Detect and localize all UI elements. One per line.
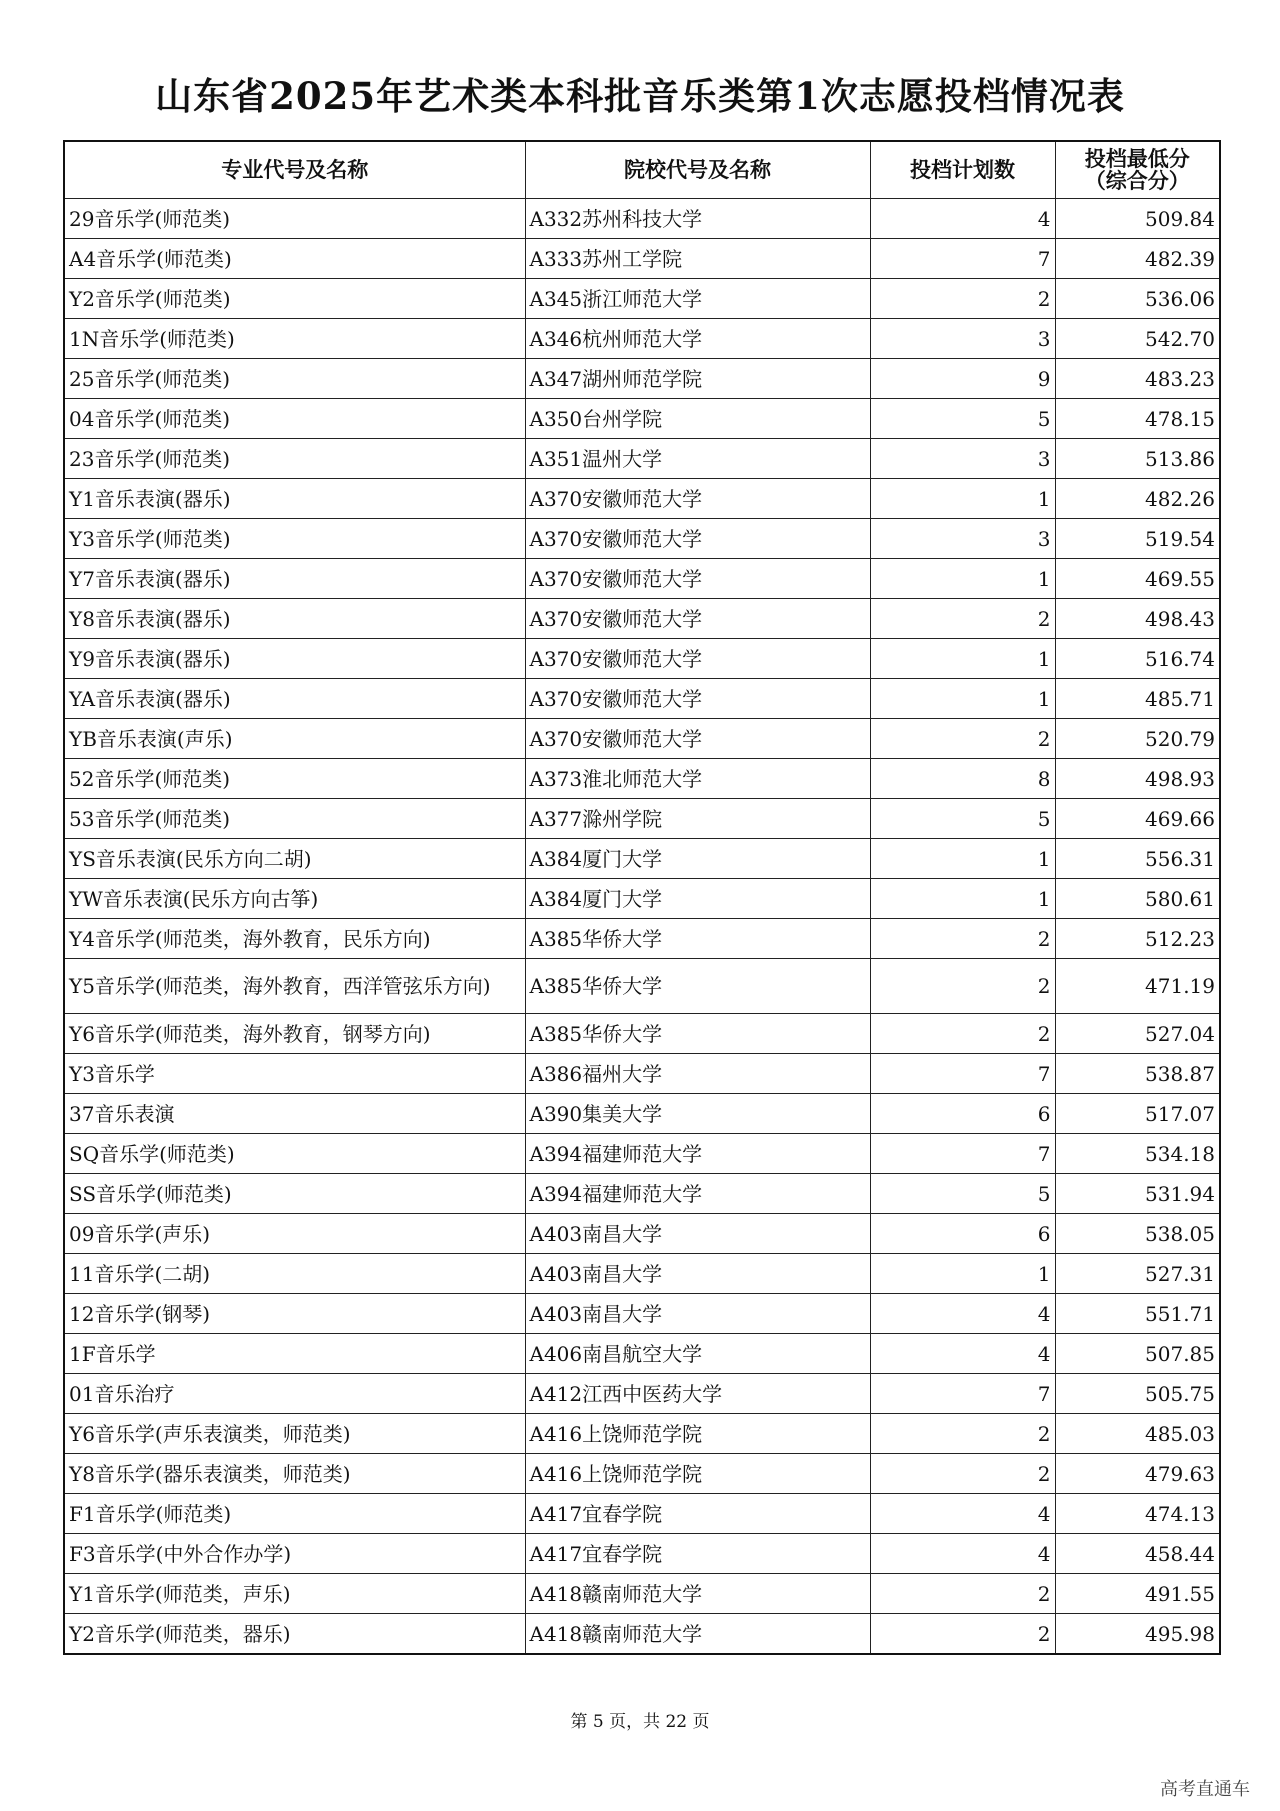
major-cell: YW音乐表演(民乐方向古筝) bbox=[64, 879, 525, 919]
major-cell: Y3音乐学 bbox=[64, 1054, 525, 1094]
major-cell: 12音乐学(钢琴) bbox=[64, 1294, 525, 1334]
table-row bbox=[64, 279, 1220, 319]
major-cell: A4音乐学(师范类) bbox=[64, 239, 525, 279]
major-cell: YS音乐表演(民乐方向二胡) bbox=[64, 839, 525, 879]
plan-cell: 5 bbox=[870, 799, 1055, 839]
plan-cell: 3 bbox=[870, 319, 1055, 359]
score-cell: 538.05 bbox=[1055, 1214, 1220, 1254]
school-cell: A350台州学院 bbox=[525, 399, 870, 439]
plan-cell: 8 bbox=[870, 759, 1055, 799]
table-row bbox=[64, 1294, 1220, 1334]
table-row bbox=[64, 1054, 1220, 1094]
table-row bbox=[64, 479, 1220, 519]
table-row bbox=[64, 839, 1220, 879]
school-cell: A386福州大学 bbox=[525, 1054, 870, 1094]
header-major: 专业代号及名称 bbox=[64, 141, 525, 199]
school-cell: A403南昌大学 bbox=[525, 1294, 870, 1334]
major-cell: 29音乐学(师范类) bbox=[64, 199, 525, 239]
table-row bbox=[64, 719, 1220, 759]
school-cell: A385华侨大学 bbox=[525, 1014, 870, 1054]
table-row bbox=[64, 1574, 1220, 1614]
plan-cell: 7 bbox=[870, 239, 1055, 279]
table-row bbox=[64, 519, 1220, 559]
table-row bbox=[64, 399, 1220, 439]
major-cell: Y2音乐学(师范类) bbox=[64, 279, 525, 319]
school-cell: A417宜春学院 bbox=[525, 1534, 870, 1574]
table-row bbox=[64, 759, 1220, 799]
score-cell: 519.54 bbox=[1055, 519, 1220, 559]
plan-cell: 1 bbox=[870, 839, 1055, 879]
table-row bbox=[64, 359, 1220, 399]
school-cell: A332苏州科技大学 bbox=[525, 199, 870, 239]
school-cell: A347湖州师范学院 bbox=[525, 359, 870, 399]
score-cell: 580.61 bbox=[1055, 879, 1220, 919]
major-cell: Y2音乐学(师范类，器乐) bbox=[64, 1614, 525, 1655]
major-cell: 1F音乐学 bbox=[64, 1334, 525, 1374]
score-cell: 474.13 bbox=[1055, 1494, 1220, 1534]
major-cell: SQ音乐学(师范类) bbox=[64, 1134, 525, 1174]
major-cell: Y1音乐学(师范类，声乐) bbox=[64, 1574, 525, 1614]
school-cell: A385华侨大学 bbox=[525, 959, 870, 1014]
plan-cell: 7 bbox=[870, 1054, 1055, 1094]
plan-cell: 2 bbox=[870, 1414, 1055, 1454]
school-cell: A412江西中医药大学 bbox=[525, 1374, 870, 1414]
score-cell: 512.23 bbox=[1055, 919, 1220, 959]
major-cell: 25音乐学(师范类) bbox=[64, 359, 525, 399]
school-cell: A351温州大学 bbox=[525, 439, 870, 479]
score-cell: 551.71 bbox=[1055, 1294, 1220, 1334]
plan-cell: 2 bbox=[870, 1014, 1055, 1054]
score-cell: 485.03 bbox=[1055, 1414, 1220, 1454]
score-cell: 482.39 bbox=[1055, 239, 1220, 279]
school-cell: A373淮北师范大学 bbox=[525, 759, 870, 799]
major-cell: Y7音乐表演(器乐) bbox=[64, 559, 525, 599]
plan-cell: 4 bbox=[870, 1534, 1055, 1574]
major-cell: Y4音乐学(师范类，海外教育，民乐方向) bbox=[64, 919, 525, 959]
school-cell: A345浙江师范大学 bbox=[525, 279, 870, 319]
score-cell: 520.79 bbox=[1055, 719, 1220, 759]
table-row bbox=[64, 879, 1220, 919]
score-cell: 536.06 bbox=[1055, 279, 1220, 319]
page-footer: 第 5 页，共 22 页 bbox=[570, 1712, 710, 1732]
school-cell: A370安徽师范大学 bbox=[525, 559, 870, 599]
table-row bbox=[64, 1454, 1220, 1494]
score-cell: 458.44 bbox=[1055, 1534, 1220, 1574]
score-cell: 513.86 bbox=[1055, 439, 1220, 479]
table-row bbox=[64, 1334, 1220, 1374]
plan-cell: 1 bbox=[870, 679, 1055, 719]
major-cell: YB音乐表演(声乐) bbox=[64, 719, 525, 759]
plan-cell: 4 bbox=[870, 199, 1055, 239]
major-cell: 09音乐学(声乐) bbox=[64, 1214, 525, 1254]
school-cell: A346杭州师范大学 bbox=[525, 319, 870, 359]
header-score-line1: 投档最低分 bbox=[1084, 146, 1190, 171]
school-cell: A403南昌大学 bbox=[525, 1254, 870, 1294]
table-row bbox=[64, 1414, 1220, 1454]
major-cell: 37音乐表演 bbox=[64, 1094, 525, 1134]
major-cell: F1音乐学(师范类) bbox=[64, 1494, 525, 1534]
score-cell: 471.19 bbox=[1055, 959, 1220, 1014]
score-cell: 469.66 bbox=[1055, 799, 1220, 839]
score-cell: 495.98 bbox=[1055, 1614, 1220, 1655]
admission-table bbox=[63, 140, 1221, 1655]
score-cell: 527.04 bbox=[1055, 1014, 1220, 1054]
plan-cell: 1 bbox=[870, 639, 1055, 679]
table-row bbox=[64, 1534, 1220, 1574]
major-cell: Y5音乐学(师范类，海外教育，西洋管弦乐方向) bbox=[64, 959, 525, 1014]
table-row bbox=[64, 319, 1220, 359]
school-cell: A370安徽师范大学 bbox=[525, 479, 870, 519]
plan-cell: 5 bbox=[870, 1174, 1055, 1214]
table-row bbox=[64, 1254, 1220, 1294]
school-cell: A417宜春学院 bbox=[525, 1494, 870, 1534]
score-cell: 485.71 bbox=[1055, 679, 1220, 719]
plan-cell: 1 bbox=[870, 1254, 1055, 1294]
school-cell: A418赣南师范大学 bbox=[525, 1614, 870, 1655]
score-cell: 516.74 bbox=[1055, 639, 1220, 679]
school-cell: A333苏州工学院 bbox=[525, 239, 870, 279]
table-row bbox=[64, 599, 1220, 639]
major-cell: F3音乐学(中外合作办学) bbox=[64, 1534, 525, 1574]
major-cell: Y9音乐表演(器乐) bbox=[64, 639, 525, 679]
plan-cell: 2 bbox=[870, 1574, 1055, 1614]
plan-cell: 1 bbox=[870, 479, 1055, 519]
major-cell: 53音乐学(师范类) bbox=[64, 799, 525, 839]
major-cell: Y8音乐表演(器乐) bbox=[64, 599, 525, 639]
plan-cell: 6 bbox=[870, 1214, 1055, 1254]
major-cell: 23音乐学(师范类) bbox=[64, 439, 525, 479]
school-cell: A377滁州学院 bbox=[525, 799, 870, 839]
plan-cell: 2 bbox=[870, 1614, 1055, 1655]
major-cell: Y6音乐学(声乐表演类，师范类) bbox=[64, 1414, 525, 1454]
table-row bbox=[64, 679, 1220, 719]
plan-cell: 2 bbox=[870, 1454, 1055, 1494]
school-cell: A370安徽师范大学 bbox=[525, 519, 870, 559]
plan-cell: 1 bbox=[870, 879, 1055, 919]
table-row bbox=[64, 639, 1220, 679]
plan-cell: 4 bbox=[870, 1494, 1055, 1534]
table-row bbox=[64, 959, 1220, 1014]
school-cell: A403南昌大学 bbox=[525, 1214, 870, 1254]
major-cell: Y6音乐学(师范类，海外教育，钢琴方向) bbox=[64, 1014, 525, 1054]
major-cell: 04音乐学(师范类) bbox=[64, 399, 525, 439]
school-cell: A418赣南师范大学 bbox=[525, 1574, 870, 1614]
header-school: 院校代号及名称 bbox=[525, 141, 870, 199]
school-cell: A370安徽师范大学 bbox=[525, 679, 870, 719]
score-cell: 483.23 bbox=[1055, 359, 1220, 399]
table-row bbox=[64, 1094, 1220, 1134]
score-cell: 505.75 bbox=[1055, 1374, 1220, 1414]
plan-cell: 2 bbox=[870, 599, 1055, 639]
score-cell: 498.43 bbox=[1055, 599, 1220, 639]
score-cell: 527.31 bbox=[1055, 1254, 1220, 1294]
major-cell: Y3音乐学(师范类) bbox=[64, 519, 525, 559]
plan-cell: 2 bbox=[870, 959, 1055, 1014]
watermark: 高考直通车 bbox=[1160, 1779, 1250, 1800]
table-row bbox=[64, 1614, 1220, 1655]
score-cell: 479.63 bbox=[1055, 1454, 1220, 1494]
major-cell: 1N音乐学(师范类) bbox=[64, 319, 525, 359]
score-cell: 478.15 bbox=[1055, 399, 1220, 439]
header-score bbox=[1055, 141, 1220, 199]
school-cell: A370安徽师范大学 bbox=[525, 599, 870, 639]
score-cell: 491.55 bbox=[1055, 1574, 1220, 1614]
table-row bbox=[64, 239, 1220, 279]
school-cell: A370安徽师范大学 bbox=[525, 719, 870, 759]
school-cell: A394福建师范大学 bbox=[525, 1174, 870, 1214]
plan-cell: 3 bbox=[870, 439, 1055, 479]
score-cell: 509.84 bbox=[1055, 199, 1220, 239]
major-cell: Y8音乐学(器乐表演类，师范类) bbox=[64, 1454, 525, 1494]
table-row bbox=[64, 439, 1220, 479]
plan-cell: 4 bbox=[870, 1334, 1055, 1374]
school-cell: A384厦门大学 bbox=[525, 839, 870, 879]
major-cell: 01音乐治疗 bbox=[64, 1374, 525, 1414]
school-cell: A416上饶师范学院 bbox=[525, 1414, 870, 1454]
plan-cell: 9 bbox=[870, 359, 1055, 399]
major-cell: 52音乐学(师范类) bbox=[64, 759, 525, 799]
plan-cell: 7 bbox=[870, 1374, 1055, 1414]
score-cell: 542.70 bbox=[1055, 319, 1220, 359]
header-score-line2: （综合分） bbox=[1084, 168, 1190, 193]
school-cell: A406南昌航空大学 bbox=[525, 1334, 870, 1374]
school-cell: A370安徽师范大学 bbox=[525, 639, 870, 679]
header-plan: 投档计划数 bbox=[870, 141, 1055, 199]
plan-cell: 6 bbox=[870, 1094, 1055, 1134]
school-cell: A385华侨大学 bbox=[525, 919, 870, 959]
table-row bbox=[64, 1134, 1220, 1174]
major-cell: SS音乐学(师范类) bbox=[64, 1174, 525, 1214]
school-cell: A416上饶师范学院 bbox=[525, 1454, 870, 1494]
plan-cell: 7 bbox=[870, 1134, 1055, 1174]
table-row bbox=[64, 1014, 1220, 1054]
score-cell: 482.26 bbox=[1055, 479, 1220, 519]
page-title: 山东省2025年艺术类本科批音乐类第1次志愿投档情况表 bbox=[155, 74, 1125, 118]
plan-cell: 2 bbox=[870, 919, 1055, 959]
table-row bbox=[64, 199, 1220, 239]
score-cell: 534.18 bbox=[1055, 1134, 1220, 1174]
table-row bbox=[64, 799, 1220, 839]
header-row bbox=[64, 141, 1220, 199]
score-cell: 498.93 bbox=[1055, 759, 1220, 799]
plan-cell: 5 bbox=[870, 399, 1055, 439]
major-cell: 11音乐学(二胡) bbox=[64, 1254, 525, 1294]
plan-cell: 2 bbox=[870, 279, 1055, 319]
plan-cell: 1 bbox=[870, 559, 1055, 599]
table-body bbox=[64, 199, 1220, 1655]
major-cell: YA音乐表演(器乐) bbox=[64, 679, 525, 719]
score-cell: 469.55 bbox=[1055, 559, 1220, 599]
score-cell: 538.87 bbox=[1055, 1054, 1220, 1094]
school-cell: A384厦门大学 bbox=[525, 879, 870, 919]
score-cell: 556.31 bbox=[1055, 839, 1220, 879]
table-row bbox=[64, 1374, 1220, 1414]
table-row bbox=[64, 1494, 1220, 1534]
table-row bbox=[64, 1174, 1220, 1214]
school-cell: A394福建师范大学 bbox=[525, 1134, 870, 1174]
score-cell: 507.85 bbox=[1055, 1334, 1220, 1374]
table-row bbox=[64, 919, 1220, 959]
school-cell: A390集美大学 bbox=[525, 1094, 870, 1134]
table-row bbox=[64, 1214, 1220, 1254]
plan-cell: 3 bbox=[870, 519, 1055, 559]
major-cell: Y1音乐表演(器乐) bbox=[64, 479, 525, 519]
score-cell: 531.94 bbox=[1055, 1174, 1220, 1214]
score-cell: 517.07 bbox=[1055, 1094, 1220, 1134]
table-row bbox=[64, 559, 1220, 599]
plan-cell: 2 bbox=[870, 719, 1055, 759]
plan-cell: 4 bbox=[870, 1294, 1055, 1334]
